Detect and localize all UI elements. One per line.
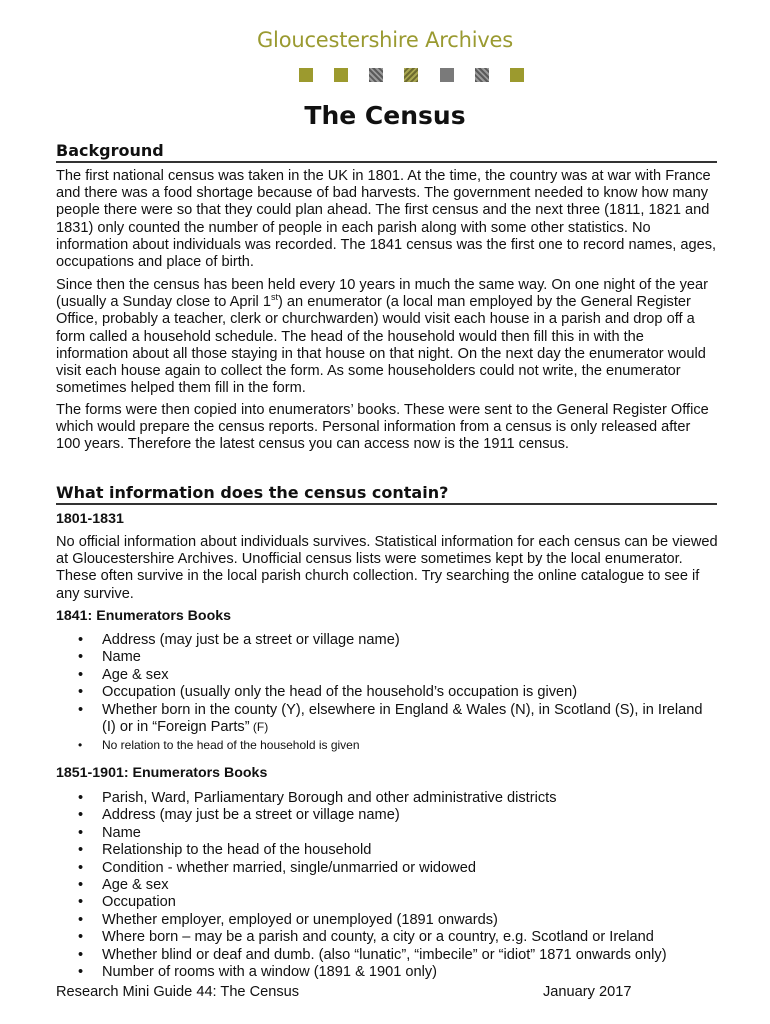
subheading-1851-1901: 1851-1901: Enumerators Books: [56, 765, 268, 781]
background-heading: Background: [56, 141, 717, 163]
list-1851-1901: [56, 790, 718, 981]
list-item: • Name: [56, 649, 718, 666]
list-item: • Number of rooms with a window (1891 & 1901 only): [56, 964, 718, 981]
para-1801-1831: No official information about individuals survives. Statistical information for each census can be viewed at Gloucestershire Archives. Unofficial census lists were sometimes kept by the local enumerator. These often survive in the local parish church collection. Try searching the online catalogue to see if any survive.: [56, 534, 718, 602]
list-item: • Address (may just be a street or village name): [56, 807, 718, 824]
decorative-square-icon: [440, 68, 454, 82]
background-para-1: The first national census was taken in the UK in 1801. At the time, the country was at war with France and there was a food shortage because of bad harvests. The government needed to know how many people there were so that they could plan ahead. The first census and the next three (1811, 1821 and 1831) only counted the number of people in each parish along with some other statistics. No information about individuals was recorded. The 1841 census was the first one to record names, ages, occupations and place of birth.: [56, 168, 717, 271]
para-text: Since then the census has been held every 10 years in much the same way. On one night of the year (usually a Sunday close to April 1: [56, 277, 708, 311]
subheading-1801-1831: 1801-1831: [56, 511, 124, 527]
list-item: • Relationship to the head of the household: [56, 842, 718, 859]
list-item: • Condition - whether married, single/unmarried or widowed: [56, 860, 718, 877]
list-item: • Name: [56, 825, 718, 842]
list-item: • Occupation (usually only the head of the household’s occupation is given): [56, 684, 718, 701]
list-item: • Address (may just be a street or village name): [56, 632, 718, 649]
decorative-square-icon: [475, 68, 489, 82]
list-item: • Whether employer, employed or unemployed (1891 onwards): [56, 912, 718, 929]
list-item: • Whether blind or deaf and dumb. (also “lunatic”, “imbecile” or “idiot” 1871 onwards only): [56, 947, 718, 964]
footer-date: January 2017: [543, 984, 632, 1000]
list-item-text: (F): [249, 720, 269, 735]
footer-guide-title: Research Mini Guide 44: The Census: [56, 984, 300, 1000]
list-item: • Age & sex: [56, 667, 718, 684]
list-item: • Parish, Ward, Parliamentary Borough and other administrative districts: [56, 790, 718, 807]
decorative-square-icon: [510, 68, 524, 82]
list-item: • Occupation: [56, 894, 718, 911]
superscript: st: [270, 292, 278, 303]
organisation-logo: Gloucestershire Archives: [256, 28, 514, 52]
decorative-square-icon: [369, 68, 383, 82]
subheading-1841: 1841: Enumerators Books: [56, 608, 232, 624]
decorative-square-icon: [334, 68, 348, 82]
background-para-2: [56, 277, 718, 397]
list-item: [56, 702, 718, 737]
list-1841: [56, 632, 718, 754]
list-item: • Age & sex: [56, 877, 718, 894]
para-text: ) an enumerator (a local man employed by the General Register Office, probably a teacher, clerk or churchwarden) would visit each house in a parish and drop off a form called a household schedule. The head of the household would then fill this in with the information about all those staying in that house on that night. On the next day the enumerator would visit each house again to collect the form. As some householders could not write, the enumerator sometimes helped them fill in the form.: [56, 294, 706, 397]
list-item-text: Whether born in the county (Y), elsewhere in England & Wales (N), in Scotland (S), in Ireland (I) or in “Foreign Parts”: [102, 701, 703, 736]
contents-heading: What information does the census contain?: [56, 483, 717, 505]
decorative-square-icon: [404, 68, 418, 82]
background-para-3: The forms were then copied into enumerators’ books. These were sent to the General Register Office which would prepare the census reports. Personal information from a census is only released after 100 years. Therefore the latest census you can access now is the 1911 census.: [56, 402, 709, 453]
decorative-square-icon: [299, 68, 313, 82]
page-title: The Census: [304, 101, 466, 130]
list-item: • Where born – may be a parish and county, a city or a country, e.g. Scotland or Ireland: [56, 929, 718, 946]
list-item: • No relation to the head of the household is given: [56, 736, 718, 754]
